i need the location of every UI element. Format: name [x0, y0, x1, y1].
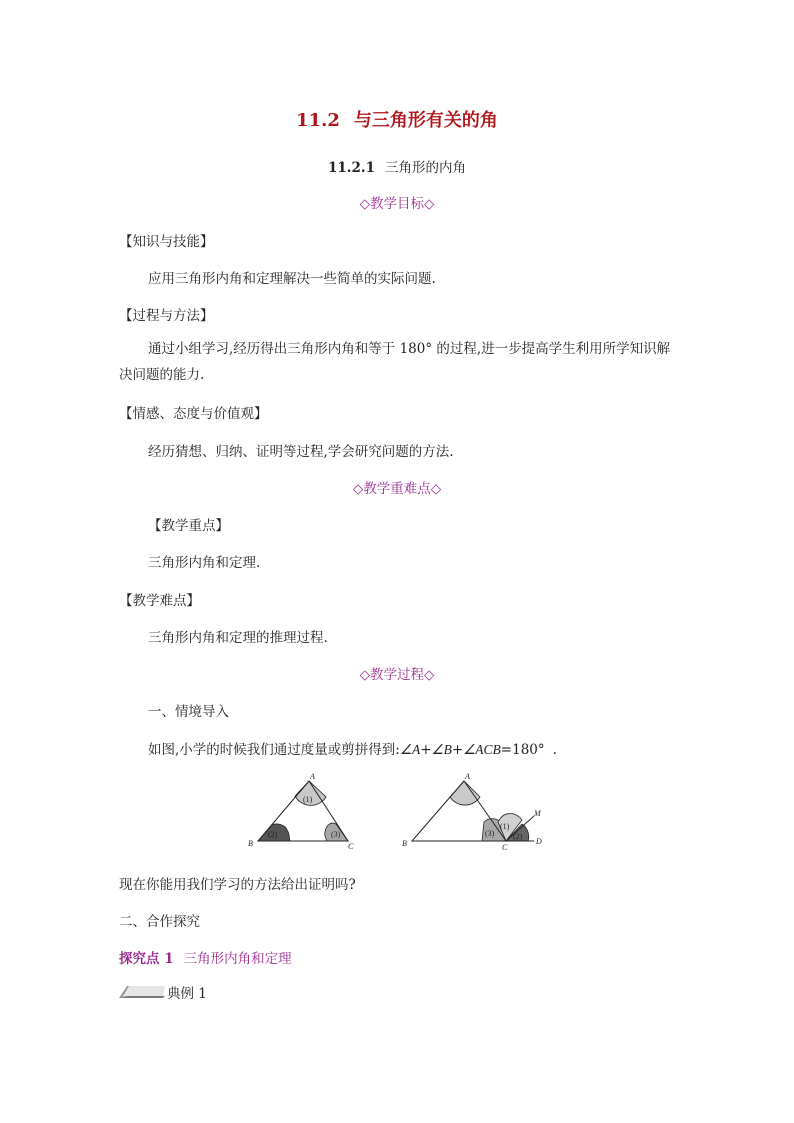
method-heading: 【过程与方法】 — [119, 308, 214, 324]
title-number: 11.2 — [296, 110, 340, 131]
intro-heading: 一、情境导入 — [148, 704, 229, 720]
example-label: 典例 1 — [167, 986, 207, 1002]
method-text: 通过小组学习,经历得出三角形内角和等于 180° 的过程,进一步提高学生利用所学知识解决问题的能力. — [119, 341, 671, 383]
emotion-heading: 【情感、态度与价值观】 — [119, 406, 268, 422]
focus-text: 三角形内角和定理. — [148, 555, 261, 571]
plus-sign: + — [420, 742, 432, 758]
angle-b: ∠B — [431, 742, 452, 757]
label-c: C — [502, 843, 508, 852]
point-number: 探究点 1 — [119, 951, 174, 967]
section-key-points: ◇教学重难点◇ — [352, 481, 442, 497]
knowledge-heading: 【知识与技能】 — [119, 234, 214, 250]
label-2: (2) — [268, 830, 278, 839]
label-a: A — [310, 772, 315, 781]
angle-acb: ∠ACB — [463, 742, 501, 757]
label-1: (1) — [500, 822, 510, 831]
difficulty-text: 三角形内角和定理的推理过程. — [148, 630, 328, 646]
label-m: M — [534, 809, 541, 818]
triangle-figure-left — [240, 770, 370, 856]
point-text: 三角形内角和定理 — [183, 951, 292, 967]
knowledge-text: 应用三角形内角和定理解决一些简单的实际问题. — [148, 271, 436, 287]
subtitle — [0, 156, 794, 176]
subtitle-text: 三角形的内角 — [384, 160, 466, 176]
label-a: A — [465, 772, 470, 781]
page-title — [0, 106, 794, 132]
section-goals: ◇教学目标◇ — [359, 196, 435, 212]
plus-sign: + — [451, 742, 464, 758]
intro-text-prefix: 如图,小学的时候我们通过度量或剪拼得到: — [148, 742, 400, 758]
focus-heading: 【教学重点】 — [148, 518, 229, 534]
difficulty-heading: 【教学难点】 — [119, 593, 200, 609]
label-b: B — [402, 839, 407, 848]
example-marker — [119, 982, 207, 1002]
label-3: (3) — [331, 830, 341, 839]
label-3: (3) — [485, 829, 495, 838]
label-2: (2) — [513, 832, 523, 841]
label-b: B — [248, 839, 253, 848]
intro-text — [148, 738, 557, 758]
title-text: 与三角形有关的角 — [353, 110, 498, 131]
example-banner-icon — [119, 984, 167, 1000]
triangle-figure-right — [398, 770, 550, 856]
angle-1-region — [450, 781, 480, 805]
emotion-text: 经历猜想、归纳、证明等过程,学会研究问题的方法. — [148, 444, 454, 460]
explore-heading: 二、合作探究 — [119, 914, 200, 930]
label-c: C — [348, 842, 354, 851]
equals-180: =180° — [500, 742, 545, 758]
label-1: (1) — [303, 795, 313, 804]
label-d: D — [536, 837, 542, 846]
explore-point-heading — [119, 947, 292, 967]
question-text: 现在你能用我们学习的方法给出证明吗? — [119, 877, 356, 893]
subtitle-number: 11.2.1 — [328, 160, 375, 176]
angle-a: ∠A — [399, 742, 421, 757]
period: . — [552, 742, 557, 758]
section-process: ◇教学过程◇ — [359, 667, 435, 683]
